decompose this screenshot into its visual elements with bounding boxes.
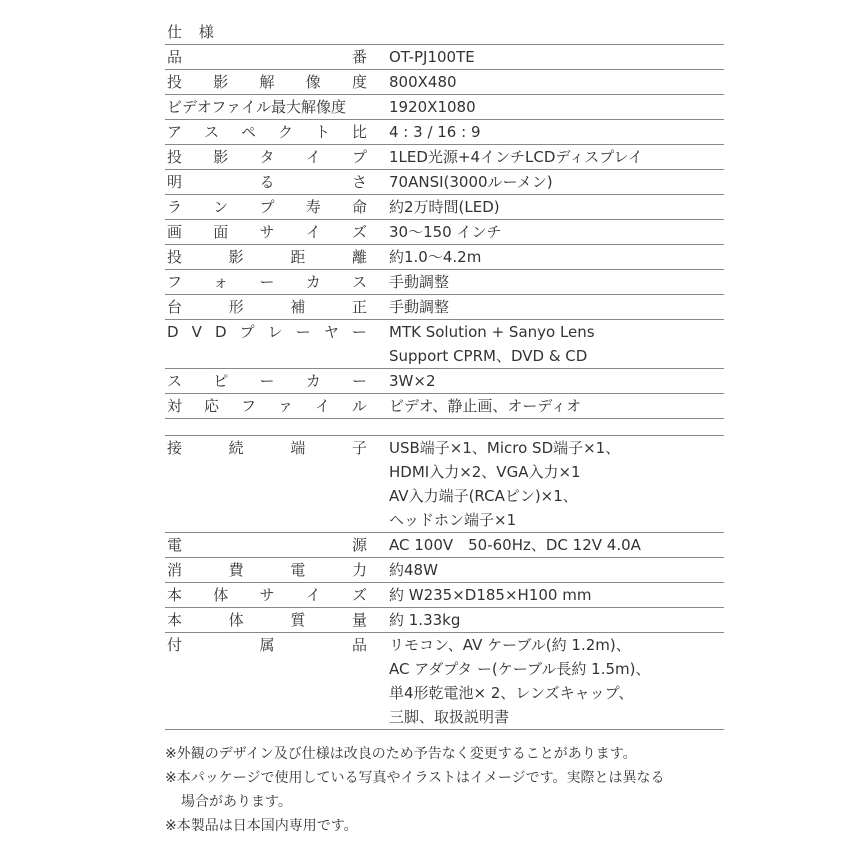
spec-value [369, 270, 724, 294]
spec-value [369, 633, 724, 729]
spec-value-line: AC アダプタ ー(ケーブル長約 1.5m)、 [389, 660, 651, 678]
spec-value [369, 120, 724, 144]
spec-label: 投 影 解 像 度 [167, 73, 367, 91]
spec-row [165, 419, 724, 436]
spec-label: 品 番 [167, 48, 367, 66]
spec-row [165, 245, 724, 270]
spec-row [165, 633, 724, 730]
spec-value [369, 95, 724, 119]
spec-label: 画 面 サ イ ズ [167, 223, 367, 241]
spec-value [369, 320, 724, 368]
spec-label: 明 る さ [167, 173, 367, 191]
spec-row [165, 436, 724, 533]
spec-value-line: AC 100V 50-60Hz、DC 12V 4.0A [389, 536, 641, 554]
spec-row [165, 70, 724, 95]
spec-value-line: 単4形乾電池× 2、レンズキャップ、 [389, 684, 634, 702]
spec-value-line: HDMI入力×2、VGA入力×1 [389, 463, 581, 481]
spec-value [369, 70, 724, 94]
spec-row [165, 120, 724, 145]
spec-sheet [165, 20, 724, 838]
spec-value-line: 約2万時間(LED) [389, 198, 500, 216]
spec-value [369, 436, 724, 532]
spec-row [165, 533, 724, 558]
spec-label: ア ス ペ ク ト 比 [167, 123, 367, 141]
note-line: ※本製品は日本国内専用です。 [165, 818, 358, 834]
spec-value-line: 約48W [389, 561, 438, 579]
spec-value-line: 三脚、取扱説明書 [389, 708, 510, 726]
spec-value-line: 手動調整 [389, 273, 450, 291]
spec-row [165, 320, 724, 369]
spec-value-line: 1LED光源+4インチLCDディスプレイ [389, 148, 643, 166]
spec-label: 消 費 電 力 [167, 561, 367, 579]
spec-value [369, 295, 724, 319]
spec-value [369, 195, 724, 219]
spec-label: 投 影 タ イ プ [167, 148, 367, 166]
spec-label: 投 影 距 離 [167, 248, 367, 266]
spec-value-line: MTK Solution + Sanyo Lens [389, 323, 595, 341]
spec-label: 本 体 サ イ ズ [167, 586, 367, 604]
spec-label: 対 応 フ ァ イ ル [167, 397, 367, 415]
spec-label: ス ピ ー カ ー [167, 372, 367, 390]
note-line: ※外観のデザイン及び仕様は改良のため予告なく変更することがあります。 [165, 746, 637, 762]
spec-value-line: 1920X1080 [389, 98, 476, 116]
spec-value [369, 608, 724, 632]
spec-label: 台 形 補 正 [167, 298, 367, 316]
spec-value [369, 45, 724, 69]
spec-value-line: 3W×2 [389, 372, 436, 390]
spec-value [369, 583, 724, 607]
spec-label: ビデオファイル最大解像度 [167, 98, 346, 116]
spec-value-line: ヘッドホン端子×1 [389, 511, 517, 529]
spec-value-line: ビデオ、静止画、オーディオ [389, 397, 582, 415]
spec-value [369, 245, 724, 269]
spec-value-line: 800X480 [389, 73, 457, 91]
spec-value [369, 394, 724, 418]
spec-label: フ ォ ー カ ス [167, 273, 367, 291]
spec-value-line: 手動調整 [389, 298, 450, 316]
notes [165, 742, 724, 838]
spec-row [165, 170, 724, 195]
spec-value-line: OT-PJ100TE [389, 48, 475, 66]
note-line: 場合があります。 [181, 794, 292, 810]
spec-row [165, 95, 724, 120]
spec-label: 接 続 端 子 [167, 439, 367, 457]
spec-row [165, 45, 724, 70]
spec-value-line: 4 : 3 / 16 : 9 [389, 123, 481, 141]
spec-label: 付 属 品 [167, 636, 367, 654]
spec-value [369, 369, 724, 393]
spec-value [369, 558, 724, 582]
spec-row [165, 220, 724, 245]
spec-row [165, 558, 724, 583]
spec-value-line: リモコン、AV ケーブル(約 1.2m)、 [389, 636, 631, 654]
spec-value [369, 145, 724, 169]
spec-value [369, 533, 724, 557]
spec-label: 本 体 質 量 [167, 611, 367, 629]
spec-value-line: AV入力端子(RCAピン)×1、 [389, 487, 578, 505]
spec-label: 電 源 [167, 536, 367, 554]
spec-row [165, 394, 724, 419]
spec-value-line: 約 W235×D185×H100 mm [389, 586, 592, 604]
spec-row [165, 270, 724, 295]
spec-row [165, 369, 724, 394]
spec-label: D V D プ レ ー ヤ ー [167, 323, 367, 341]
spec-label: ラ ン プ 寿 命 [167, 198, 367, 216]
spec-table [165, 44, 724, 730]
spec-row [165, 583, 724, 608]
spec-value-line: 30～150 インチ [389, 223, 502, 241]
spec-value-line: 約 1.33kg [389, 611, 461, 629]
spec-value-line: Support CPRM、DVD & CD [389, 347, 588, 365]
note-line: ※本パッケージで使用している写真やイラストはイメージです。実際とは異なる [165, 770, 665, 786]
spec-row [165, 145, 724, 170]
spec-row [165, 295, 724, 320]
spec-row [165, 608, 724, 633]
spec-title: 仕 様 [167, 23, 220, 41]
spec-value [369, 220, 724, 244]
spec-value-line: 70ANSI(3000ルーメン) [389, 173, 553, 191]
spec-row [165, 195, 724, 220]
spec-value-line: 約1.0～4.2m [389, 248, 482, 266]
spec-value [369, 170, 724, 194]
spec-value-line: USB端子×1、Micro SD端子×1、 [389, 439, 621, 457]
